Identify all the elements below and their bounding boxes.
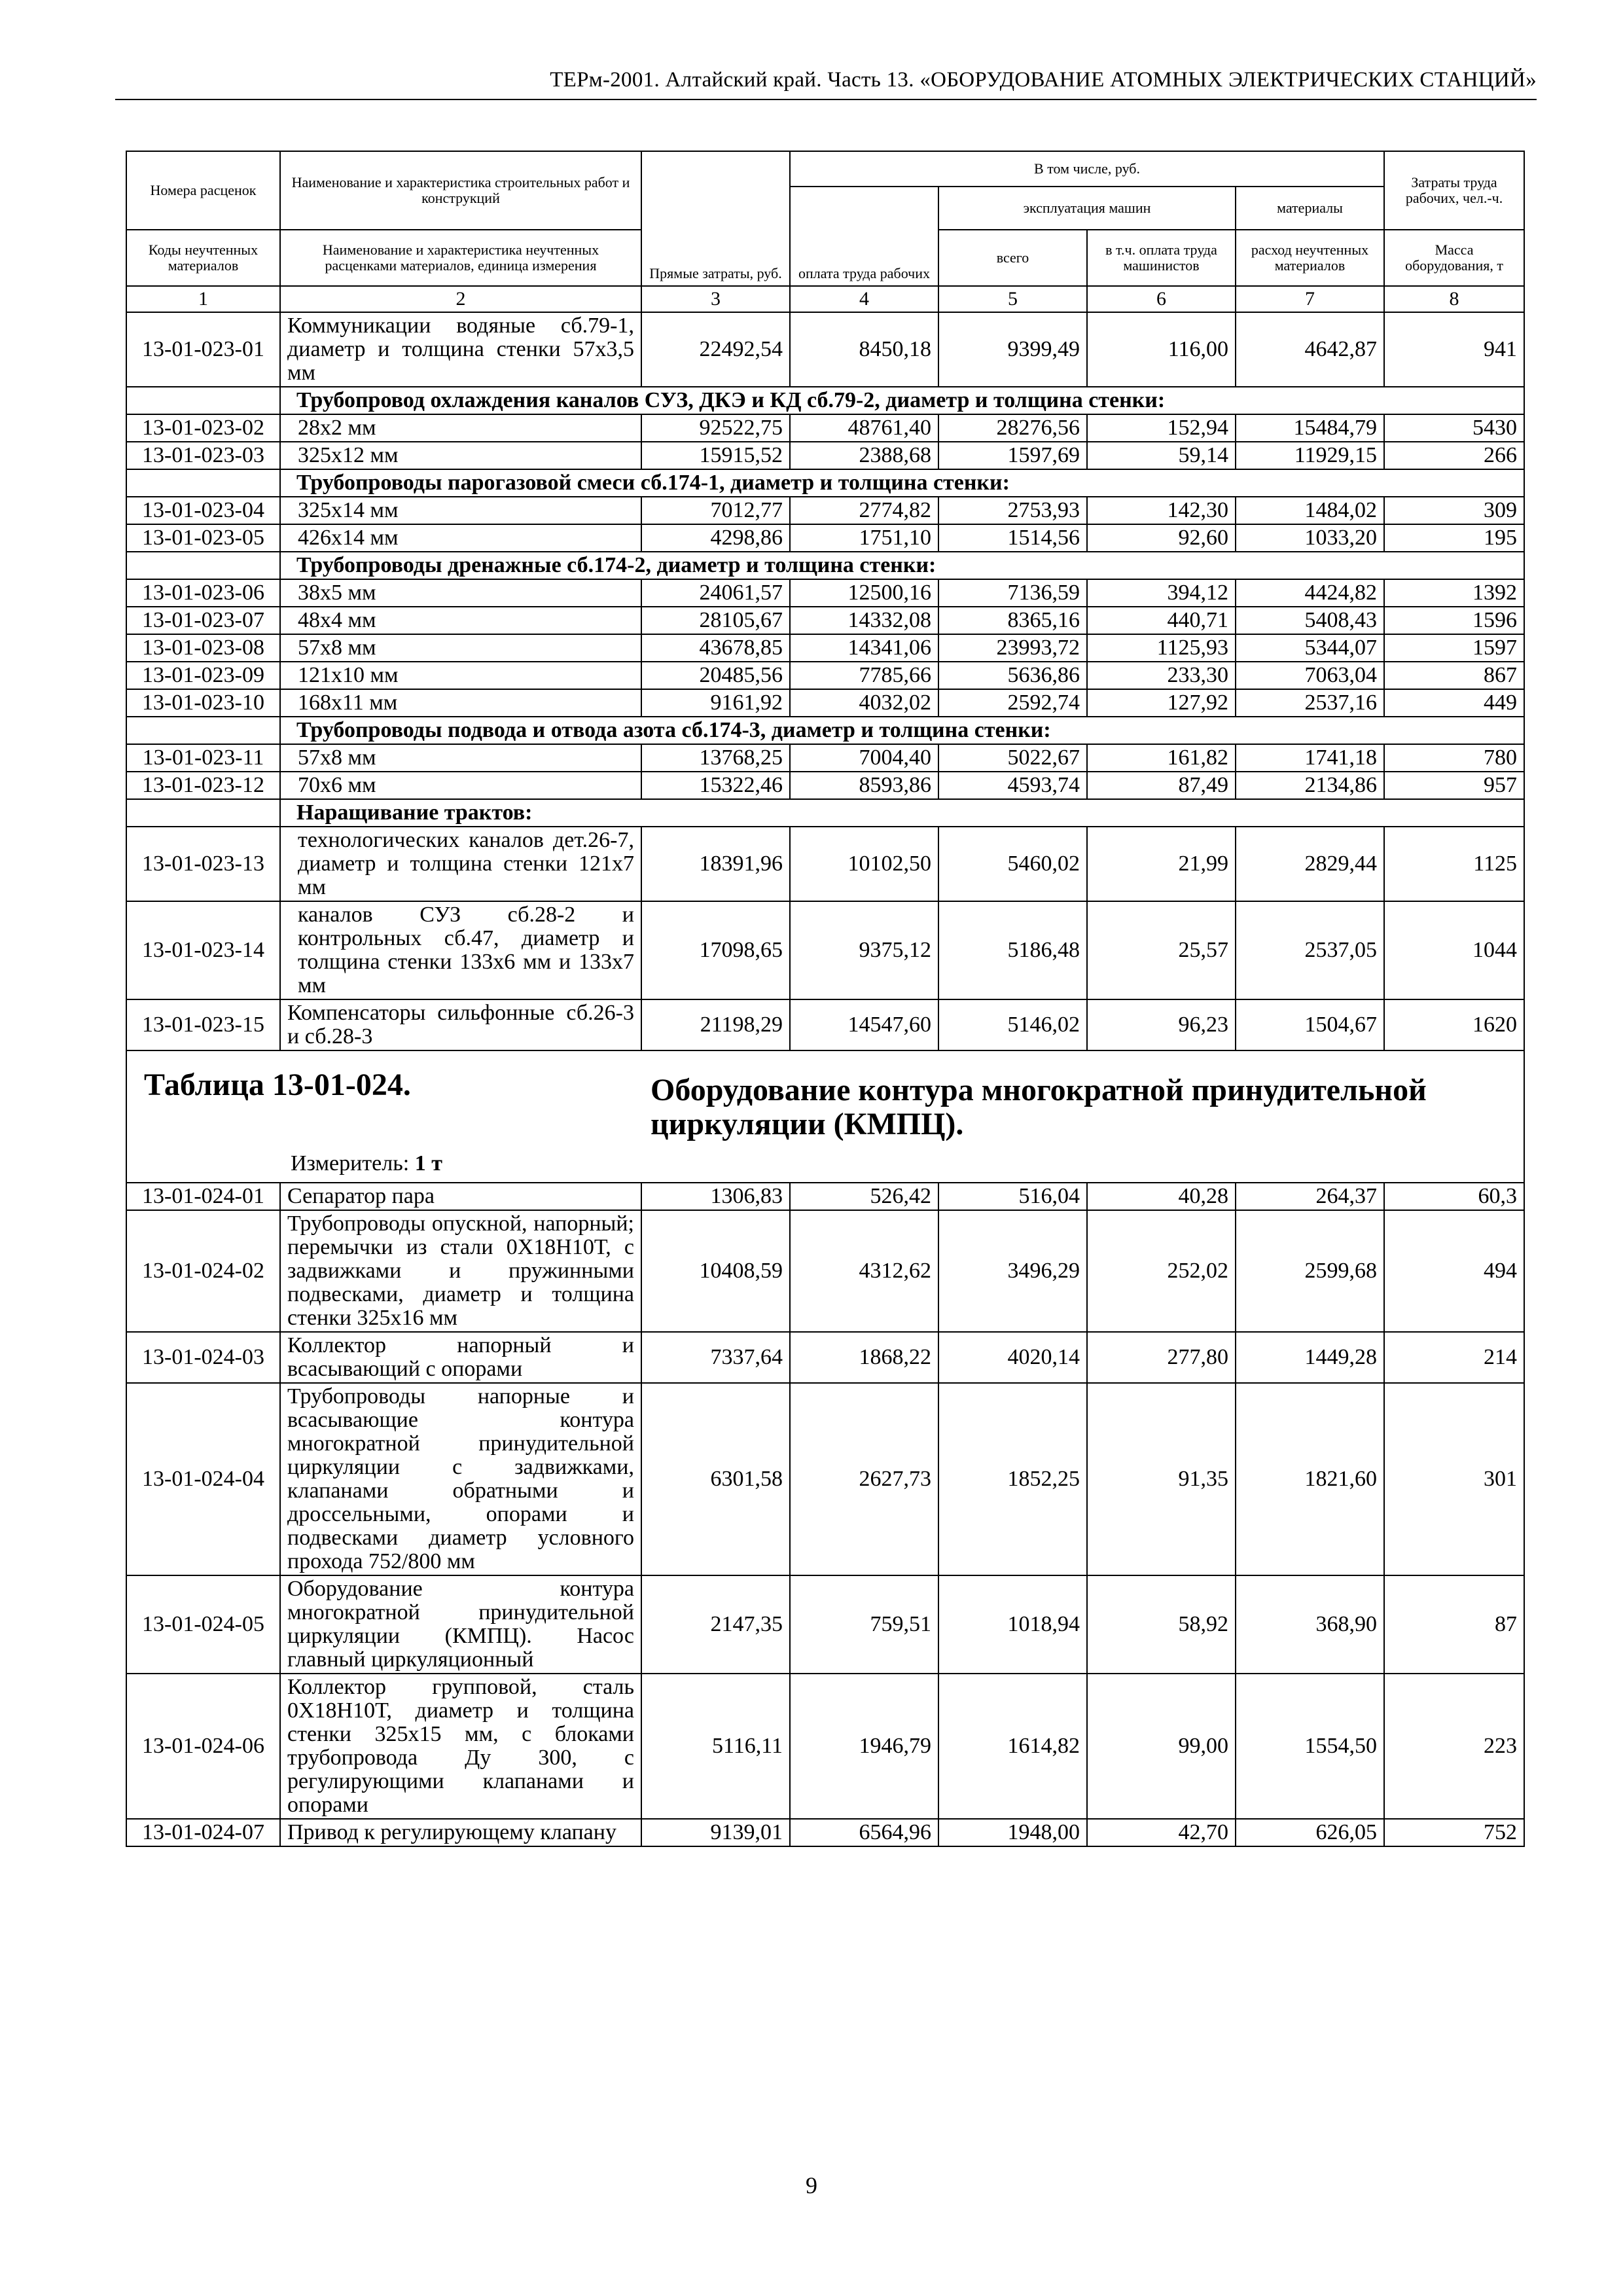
materials-cost: 264,37 (1236, 1183, 1384, 1210)
direct-cost: 5116,11 (641, 1674, 790, 1819)
materials-cost: 11929,15 (1236, 442, 1384, 469)
column-number: 1 (126, 286, 280, 312)
machines-total: 1852,25 (938, 1383, 1087, 1575)
table-row (126, 744, 1524, 772)
labor-hours-mass: 1596 (1384, 607, 1524, 634)
materials-cost: 2829,44 (1236, 827, 1384, 901)
work-description: 325х12 мм (280, 442, 641, 469)
labor-hours-mass: 494 (1384, 1210, 1524, 1332)
rate-code: 13-01-024-03 (126, 1332, 280, 1383)
machines-total: 5460,02 (938, 827, 1087, 901)
work-description: 121х10 мм (280, 662, 641, 689)
labor-hours-mass: 752 (1384, 1819, 1524, 1846)
row-spacer (126, 469, 280, 497)
row-spacer (126, 717, 280, 744)
rate-code: 13-01-023-12 (126, 772, 280, 799)
materials-cost: 1554,50 (1236, 1674, 1384, 1819)
labor-cost: 1946,79 (790, 1674, 938, 1819)
machinist-labor: 96,23 (1087, 999, 1236, 1050)
column-number: 6 (1087, 286, 1236, 312)
col-machines-total-header: всего (938, 230, 1087, 286)
rate-code: 13-01-023-01 (126, 312, 280, 387)
labor-cost: 4312,62 (790, 1210, 938, 1332)
table-title: Таблица 13-01-024. (144, 1067, 411, 1102)
table-row (126, 1183, 1524, 1210)
column-number: 7 (1236, 286, 1384, 312)
machines-total: 516,04 (938, 1183, 1087, 1210)
materials-cost: 1484,02 (1236, 497, 1384, 524)
machinist-labor: 252,02 (1087, 1210, 1236, 1332)
work-description: каналов СУЗ сб.28-2 и контрольных сб.47, диаметр и толщина стенки 133х6 мм и 133х7 мм (280, 901, 641, 999)
labor-hours-mass: 87 (1384, 1575, 1524, 1674)
table-row (126, 1332, 1524, 1383)
work-description: Компенсаторы сильфонные сб.26-3 и сб.28-3 (280, 999, 641, 1050)
unit-label: Измеритель: (291, 1151, 410, 1175)
machinist-labor: 21,99 (1087, 827, 1236, 901)
labor-hours-mass: 195 (1384, 524, 1524, 552)
materials-cost: 2599,68 (1236, 1210, 1384, 1332)
rate-code: 13-01-024-07 (126, 1819, 280, 1846)
machines-total: 28276,56 (938, 414, 1087, 442)
machinist-labor: 1125,93 (1087, 634, 1236, 662)
section-row (126, 387, 1524, 414)
machines-total: 1597,69 (938, 442, 1087, 469)
direct-cost: 43678,85 (641, 634, 790, 662)
table-subject: Оборудование контура многократной принудительной циркуляции (КМПЦ). (651, 1073, 1427, 1141)
section-heading: Наращивание трактов: (280, 799, 1524, 827)
col-name-header: Наименование и характеристика строительных работ и конструкций (280, 151, 641, 230)
machinist-labor: 277,80 (1087, 1332, 1236, 1383)
rate-code: 13-01-024-05 (126, 1575, 280, 1674)
machinist-labor: 59,14 (1087, 442, 1236, 469)
machinist-labor: 42,70 (1087, 1819, 1236, 1846)
work-description: Привод к регулирующему клапану (280, 1819, 641, 1846)
materials-cost: 7063,04 (1236, 662, 1384, 689)
machinist-labor: 116,00 (1087, 312, 1236, 387)
materials-cost: 1821,60 (1236, 1383, 1384, 1575)
table-row (126, 312, 1524, 387)
labor-hours-mass: 780 (1384, 744, 1524, 772)
rate-code: 13-01-023-02 (126, 414, 280, 442)
col-codes-header: Номера расценок (126, 151, 280, 230)
machinist-labor: 127,92 (1087, 689, 1236, 717)
col-mass-header: Масса оборудования, т (1384, 230, 1524, 286)
direct-cost: 28105,67 (641, 607, 790, 634)
machinist-labor: 25,57 (1087, 901, 1236, 999)
rate-code: 13-01-023-06 (126, 579, 280, 607)
labor-hours-mass: 5430 (1384, 414, 1524, 442)
direct-cost: 7337,64 (641, 1332, 790, 1383)
labor-cost: 4032,02 (790, 689, 938, 717)
table-row (126, 827, 1524, 901)
column-number: 8 (1384, 286, 1524, 312)
rate-code: 13-01-024-06 (126, 1674, 280, 1819)
machinist-labor: 99,00 (1087, 1674, 1236, 1819)
direct-cost: 2147,35 (641, 1575, 790, 1674)
materials-cost: 1504,67 (1236, 999, 1384, 1050)
work-description: Трубопроводы напорные и всасывающие контура многократной принудительной циркуляции с задвижками, клапанами обратными и дроссельными, опорами и подвесками диаметр условного прохода 752/800 мм (280, 1383, 641, 1575)
labor-cost: 10102,50 (790, 827, 938, 901)
machines-total: 1948,00 (938, 1819, 1087, 1846)
machinist-labor: 91,35 (1087, 1383, 1236, 1575)
machinist-labor: 394,12 (1087, 579, 1236, 607)
section-row (126, 552, 1524, 579)
labor-hours-mass: 301 (1384, 1383, 1524, 1575)
labor-cost: 759,51 (790, 1575, 938, 1674)
labor-hours-mass: 309 (1384, 497, 1524, 524)
direct-cost: 15322,46 (641, 772, 790, 799)
table-row (126, 1575, 1524, 1674)
col-unaccounted-materials-header: расход неучтенных материалов (1236, 230, 1384, 286)
table-row (126, 1674, 1524, 1819)
materials-cost: 5408,43 (1236, 607, 1384, 634)
column-number: 2 (280, 286, 641, 312)
labor-hours-mass: 1125 (1384, 827, 1524, 901)
table-row (126, 1819, 1524, 1846)
direct-cost: 10408,59 (641, 1210, 790, 1332)
materials-cost: 1741,18 (1236, 744, 1384, 772)
column-number: 4 (790, 286, 938, 312)
table-title-block (126, 1050, 1524, 1183)
machines-total: 7136,59 (938, 579, 1087, 607)
labor-hours-mass: 1044 (1384, 901, 1524, 999)
labor-cost: 12500,16 (790, 579, 938, 607)
table-row (126, 772, 1524, 799)
table-row (126, 607, 1524, 634)
labor-cost: 8593,86 (790, 772, 938, 799)
direct-cost: 20485,56 (641, 662, 790, 689)
labor-cost: 14332,08 (790, 607, 938, 634)
section-heading: Трубопроводы подвода и отвода азота сб.174-3, диаметр и толщина стенки: (280, 717, 1524, 744)
page-number: 9 (806, 2172, 817, 2198)
rate-code: 13-01-024-04 (126, 1383, 280, 1575)
materials-header: материалы (1236, 187, 1384, 230)
col-labor-header: оплата труда рабочих (790, 187, 938, 286)
labor-cost: 7004,40 (790, 744, 938, 772)
table-row (126, 579, 1524, 607)
machines-header: эксплуатация машин (938, 187, 1236, 230)
column-number: 3 (641, 286, 790, 312)
row-spacer (126, 799, 280, 827)
included-header: В том числе, руб. (790, 151, 1384, 187)
labor-hours-mass: 214 (1384, 1332, 1524, 1383)
rate-code: 13-01-023-13 (126, 827, 280, 901)
section-heading: Трубопровод охлаждения каналов СУЗ, ДКЭ и КД сб.79-2, диаметр и толщина стенки: (280, 387, 1524, 414)
machines-total: 2592,74 (938, 689, 1087, 717)
materials-cost: 626,05 (1236, 1819, 1384, 1846)
labor-cost: 2627,73 (790, 1383, 938, 1575)
materials-cost: 4642,87 (1236, 312, 1384, 387)
labor-hours-mass: 1392 (1384, 579, 1524, 607)
labor-cost: 526,42 (790, 1183, 938, 1210)
direct-cost: 4298,86 (641, 524, 790, 552)
work-description: 48х4 мм (280, 607, 641, 634)
table-row (126, 414, 1524, 442)
measurement-unit (291, 1152, 442, 1175)
labor-cost: 1751,10 (790, 524, 938, 552)
labor-cost: 8450,18 (790, 312, 938, 387)
direct-cost: 9139,01 (641, 1819, 790, 1846)
direct-cost: 15915,52 (641, 442, 790, 469)
labor-hours-mass: 60,3 (1384, 1183, 1524, 1210)
work-description: 38х5 мм (280, 579, 641, 607)
direct-cost: 1306,83 (641, 1183, 790, 1210)
machines-total: 1614,82 (938, 1674, 1087, 1819)
column-numbers-row (126, 286, 1524, 312)
table-body-023 (126, 312, 1524, 1050)
col-machinist-labor-header: в т.ч. оплата труда машинистов (1087, 230, 1236, 286)
machinist-labor: 152,94 (1087, 414, 1236, 442)
machinist-labor: 440,71 (1087, 607, 1236, 634)
section-row (126, 799, 1524, 827)
labor-cost: 2774,82 (790, 497, 938, 524)
machinist-labor: 40,28 (1087, 1183, 1236, 1210)
col-labor-cost-header: Затраты труда рабочих, чел.-ч. (1384, 151, 1524, 230)
table-row (126, 901, 1524, 999)
running-header: ТЕРм-2001. Алтайский край. Часть 13. «ОБОРУДОВАНИЕ АТОМНЫХ ЭЛЕКТРИЧЕСКИХ СТАНЦИЙ» (115, 68, 1537, 100)
labor-hours-mass: 223 (1384, 1674, 1524, 1819)
materials-cost: 15484,79 (1236, 414, 1384, 442)
work-description: 57х8 мм (280, 744, 641, 772)
machinist-labor: 161,82 (1087, 744, 1236, 772)
table-head (126, 151, 1524, 312)
labor-hours-mass: 957 (1384, 772, 1524, 799)
table-row (126, 689, 1524, 717)
labor-cost: 9375,12 (790, 901, 938, 999)
rate-code: 13-01-023-15 (126, 999, 280, 1050)
rate-code: 13-01-024-02 (126, 1210, 280, 1332)
labor-cost: 48761,40 (790, 414, 938, 442)
row-spacer (126, 552, 280, 579)
column-number: 5 (938, 286, 1087, 312)
labor-cost: 6564,96 (790, 1819, 938, 1846)
materials-cost: 1449,28 (1236, 1332, 1384, 1383)
materials-cost: 2134,86 (1236, 772, 1384, 799)
machinist-labor: 58,92 (1087, 1575, 1236, 1674)
unit-value: 1 т (414, 1151, 442, 1175)
direct-cost: 17098,65 (641, 901, 790, 999)
direct-cost: 92522,75 (641, 414, 790, 442)
materials-cost: 1033,20 (1236, 524, 1384, 552)
col-material-names-header: Наименование и характеристика неучтенных расценками материалов, единица измерения (280, 230, 641, 286)
rate-code: 13-01-023-09 (126, 662, 280, 689)
materials-cost: 2537,16 (1236, 689, 1384, 717)
rate-code: 13-01-023-08 (126, 634, 280, 662)
machines-total: 3496,29 (938, 1210, 1087, 1332)
table-row (126, 999, 1524, 1050)
row-spacer (126, 387, 280, 414)
machines-total: 9399,49 (938, 312, 1087, 387)
rate-code: 13-01-023-07 (126, 607, 280, 634)
rate-code: 13-01-023-11 (126, 744, 280, 772)
table-title-cell (126, 1050, 1524, 1183)
labor-hours-mass: 941 (1384, 312, 1524, 387)
direct-cost: 22492,54 (641, 312, 790, 387)
direct-cost: 18391,96 (641, 827, 790, 901)
machines-total: 23993,72 (938, 634, 1087, 662)
work-description: 57х8 мм (280, 634, 641, 662)
work-description: 168х11 мм (280, 689, 641, 717)
rate-code: 13-01-023-14 (126, 901, 280, 999)
rate-code: 13-01-023-04 (126, 497, 280, 524)
labor-hours-mass: 1597 (1384, 634, 1524, 662)
work-description: Сепаратор пара (280, 1183, 641, 1210)
work-description: 426х14 мм (280, 524, 641, 552)
rate-code: 13-01-023-03 (126, 442, 280, 469)
labor-hours-mass: 867 (1384, 662, 1524, 689)
machinist-labor: 142,30 (1087, 497, 1236, 524)
materials-cost: 2537,05 (1236, 901, 1384, 999)
direct-cost: 7012,77 (641, 497, 790, 524)
table-row (126, 524, 1524, 552)
work-description: технологических каналов дет.26-7, диаметр и толщина стенки 121х7 мм (280, 827, 641, 901)
section-heading: Трубопроводы парогазовой смеси сб.174-1, диаметр и толщина стенки: (280, 469, 1524, 497)
table-body-024 (126, 1183, 1524, 1846)
machinist-labor: 92,60 (1087, 524, 1236, 552)
labor-cost: 14547,60 (790, 999, 938, 1050)
machines-total: 2753,93 (938, 497, 1087, 524)
col-material-codes-header: Коды неучтенных материалов (126, 230, 280, 286)
table-row (126, 1210, 1524, 1332)
materials-cost: 5344,07 (1236, 634, 1384, 662)
machines-total: 5186,48 (938, 901, 1087, 999)
rate-code: 13-01-023-10 (126, 689, 280, 717)
labor-cost: 1868,22 (790, 1332, 938, 1383)
labor-hours-mass: 1620 (1384, 999, 1524, 1050)
machinist-labor: 233,30 (1087, 662, 1236, 689)
labor-hours-mass: 449 (1384, 689, 1524, 717)
work-description: 28х2 мм (280, 414, 641, 442)
work-description: Коллектор напорный и всасывающий с опорами (280, 1332, 641, 1383)
work-description: 325х14 мм (280, 497, 641, 524)
machines-total: 5146,02 (938, 999, 1087, 1050)
rates-table (126, 151, 1525, 1847)
col-direct-header: Прямые затраты, руб. (641, 151, 790, 286)
work-description: Коллектор групповой, сталь 0Х18Н10Т, диаметр и толщина стенки 325х15 мм, с блоками трубопровода Ду 300, с регулирующими клапанами и опорами (280, 1674, 641, 1819)
work-description: Оборудование контура многократной принудительной циркуляции (КМПЦ). Насос главный циркуляционный (280, 1575, 641, 1674)
machines-total: 4593,74 (938, 772, 1087, 799)
machines-total: 1018,94 (938, 1575, 1087, 1674)
materials-cost: 368,90 (1236, 1575, 1384, 1674)
direct-cost: 24061,57 (641, 579, 790, 607)
table-row (126, 634, 1524, 662)
labor-hours-mass: 266 (1384, 442, 1524, 469)
machines-total: 5636,86 (938, 662, 1087, 689)
table-row (126, 1383, 1524, 1575)
machinist-labor: 87,49 (1087, 772, 1236, 799)
direct-cost: 9161,92 (641, 689, 790, 717)
labor-cost: 14341,06 (790, 634, 938, 662)
labor-cost: 2388,68 (790, 442, 938, 469)
section-row (126, 469, 1524, 497)
direct-cost: 21198,29 (641, 999, 790, 1050)
section-heading: Трубопроводы дренажные сб.174-2, диаметр и толщина стенки: (280, 552, 1524, 579)
work-description: Трубопроводы опускной, напорный; перемычки из стали 0Х18Н10Т, с задвижками и пружинными подвесками, диаметр и толщина стенки 325х16 мм (280, 1210, 641, 1332)
direct-cost: 6301,58 (641, 1383, 790, 1575)
table-row (126, 442, 1524, 469)
machines-total: 1514,56 (938, 524, 1087, 552)
machines-total: 4020,14 (938, 1332, 1087, 1383)
rates-table-wrapper (126, 151, 1524, 1847)
work-description: Коммуникации водяные сб.79-1, диаметр и толщина стенки 57х3,5 мм (280, 312, 641, 387)
table-row (126, 662, 1524, 689)
table-row (126, 497, 1524, 524)
machines-total: 5022,67 (938, 744, 1087, 772)
machines-total: 8365,16 (938, 607, 1087, 634)
rate-code: 13-01-023-05 (126, 524, 280, 552)
materials-cost: 4424,82 (1236, 579, 1384, 607)
section-row (126, 717, 1524, 744)
direct-cost: 13768,25 (641, 744, 790, 772)
rate-code: 13-01-024-01 (126, 1183, 280, 1210)
labor-cost: 7785,66 (790, 662, 938, 689)
work-description: 70х6 мм (280, 772, 641, 799)
